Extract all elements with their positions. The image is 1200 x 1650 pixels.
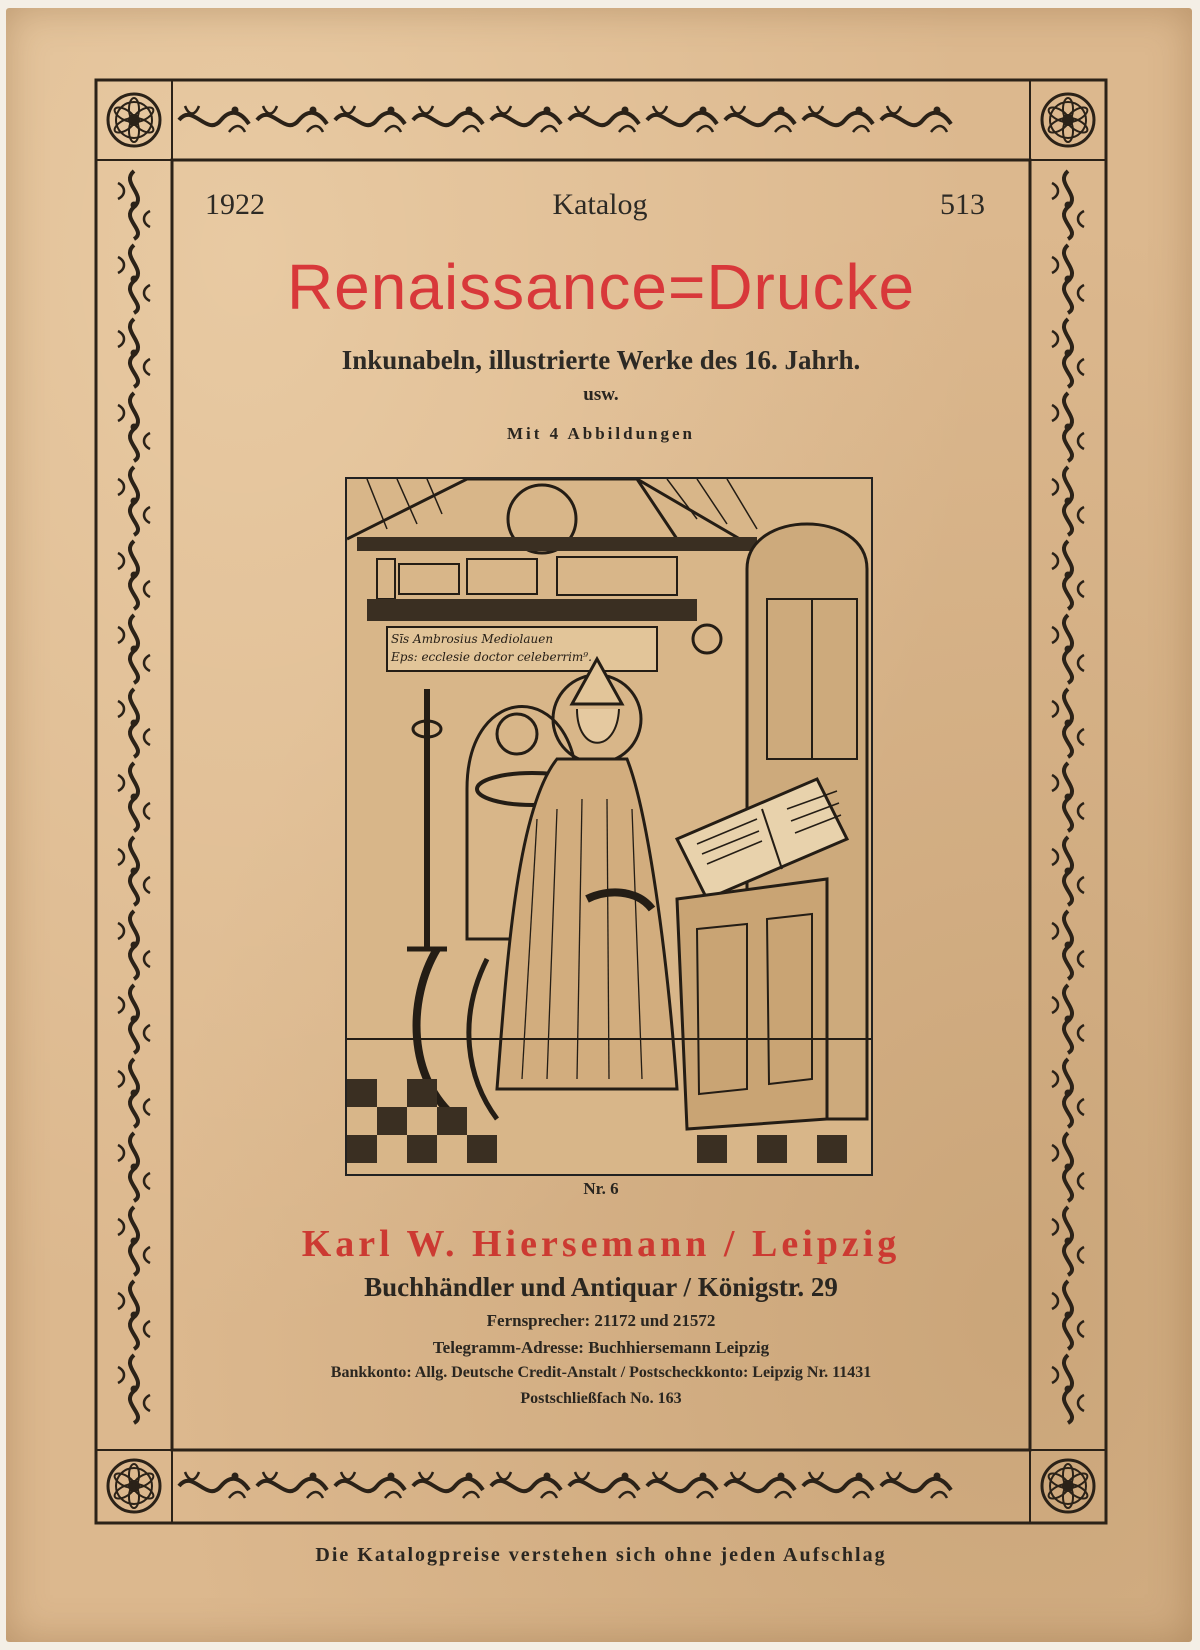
border-motif-icon	[647, 106, 717, 132]
border-motif-icon	[335, 1472, 405, 1498]
border-motif-icon	[118, 1281, 150, 1349]
border-motif-icon	[1052, 393, 1084, 461]
corner-rosette-icon	[108, 94, 160, 146]
corner-rosette-icon	[1042, 1460, 1094, 1512]
border-motif-icon	[413, 1472, 483, 1498]
border-motif-icon	[118, 393, 150, 461]
catalog-year: 1922	[205, 188, 265, 221]
border-motif-icon	[118, 1207, 150, 1275]
border-motif-icon	[1052, 1207, 1084, 1275]
border-motif-icon	[118, 171, 150, 239]
border-motif-icon	[118, 837, 150, 905]
subtitle-usw: usw.	[583, 384, 619, 405]
border-motif-icon	[881, 1472, 951, 1498]
border-motif-icon	[1052, 911, 1084, 979]
border-motif-icon	[1052, 1059, 1084, 1127]
border-motif-icon	[118, 689, 150, 757]
border-motif-icon	[803, 1472, 873, 1498]
border-motif-icon	[1052, 319, 1084, 387]
woodcut-scholar-image	[347, 479, 871, 1174]
border-motif-icon	[1052, 763, 1084, 831]
border-motif-icon	[1052, 1355, 1084, 1423]
publisher-po-box: Postschließfach No. 163	[520, 1390, 682, 1407]
border-motif-icon	[335, 106, 405, 132]
catalog-number: 513	[940, 188, 985, 221]
woodcut-illustration	[345, 477, 873, 1176]
publisher-bank: Bankkonto: Allg. Deutsche Credit-Anstalt / Postscheckkonto: Leipzig Nr. 11431	[330, 1364, 872, 1381]
border-motif-icon	[118, 467, 150, 535]
subtitle: Inkunabeln, illustrierte Werke des 16. Jahrh.	[341, 345, 861, 375]
border-motif-icon	[1052, 985, 1084, 1053]
publisher-telegram: Telegramm-Adresse: Buchhiersemann Leipzig	[432, 1338, 770, 1357]
publisher-name: Karl W. Hiersemann / Leipzig	[301, 1223, 901, 1265]
footer-note: Die Katalogpreise verstehen sich ohne jeden Aufschlag	[315, 1544, 887, 1566]
border-motif-icon	[118, 763, 150, 831]
publisher-phone: Fernsprecher: 21172 und 21572	[486, 1311, 716, 1330]
publisher-trade: Buchhändler und Antiquar / Königstr. 29	[364, 1272, 838, 1302]
catalog-label: Katalog	[552, 188, 648, 221]
corner-rosette-icon	[108, 1460, 160, 1512]
border-motif-icon	[118, 985, 150, 1053]
border-motif-icon	[491, 1472, 561, 1498]
border-motif-icon	[179, 1472, 249, 1498]
border-motif-icon	[413, 106, 483, 132]
border-motif-icon	[118, 541, 150, 609]
border-motif-icon	[1052, 689, 1084, 757]
border-motif-icon	[1052, 615, 1084, 683]
border-motif-icon	[1052, 467, 1084, 535]
border-motif-icon	[118, 1133, 150, 1201]
illustrations-note: Mit 4 Abbildungen	[507, 424, 695, 443]
border-motif-icon	[1052, 541, 1084, 609]
border-motif-icon	[1052, 245, 1084, 313]
border-motif-icon	[257, 106, 327, 132]
corner-rosette-icon	[1042, 94, 1094, 146]
border-motif-icon	[725, 1472, 795, 1498]
border-motif-icon	[1052, 1281, 1084, 1349]
border-motif-icon	[118, 245, 150, 313]
border-motif-icon	[569, 1472, 639, 1498]
border-motif-icon	[118, 1059, 150, 1127]
border-motif-icon	[118, 911, 150, 979]
border-motif-icon	[491, 106, 561, 132]
border-motif-icon	[1052, 171, 1084, 239]
main-title: Renaissance=Drucke	[286, 251, 916, 323]
illustration-caption: Nr. 6	[583, 1179, 619, 1198]
border-motif-icon	[179, 106, 249, 132]
border-motif-icon	[118, 1355, 150, 1423]
border-motif-icon	[1052, 1133, 1084, 1201]
border-motif-icon	[118, 319, 150, 387]
border-motif-icon	[881, 106, 951, 132]
border-motif-icon	[725, 106, 795, 132]
border-motif-icon	[118, 615, 150, 683]
woodcut-banner-text: Sīs Ambrosius Mediolauen Eps: ecclesie doctor celeberrim⁹.	[391, 632, 592, 664]
border-motif-icon	[257, 1472, 327, 1498]
border-motif-icon	[647, 1472, 717, 1498]
border-motif-icon	[1052, 837, 1084, 905]
border-motif-icon	[569, 106, 639, 132]
border-motif-icon	[803, 106, 873, 132]
